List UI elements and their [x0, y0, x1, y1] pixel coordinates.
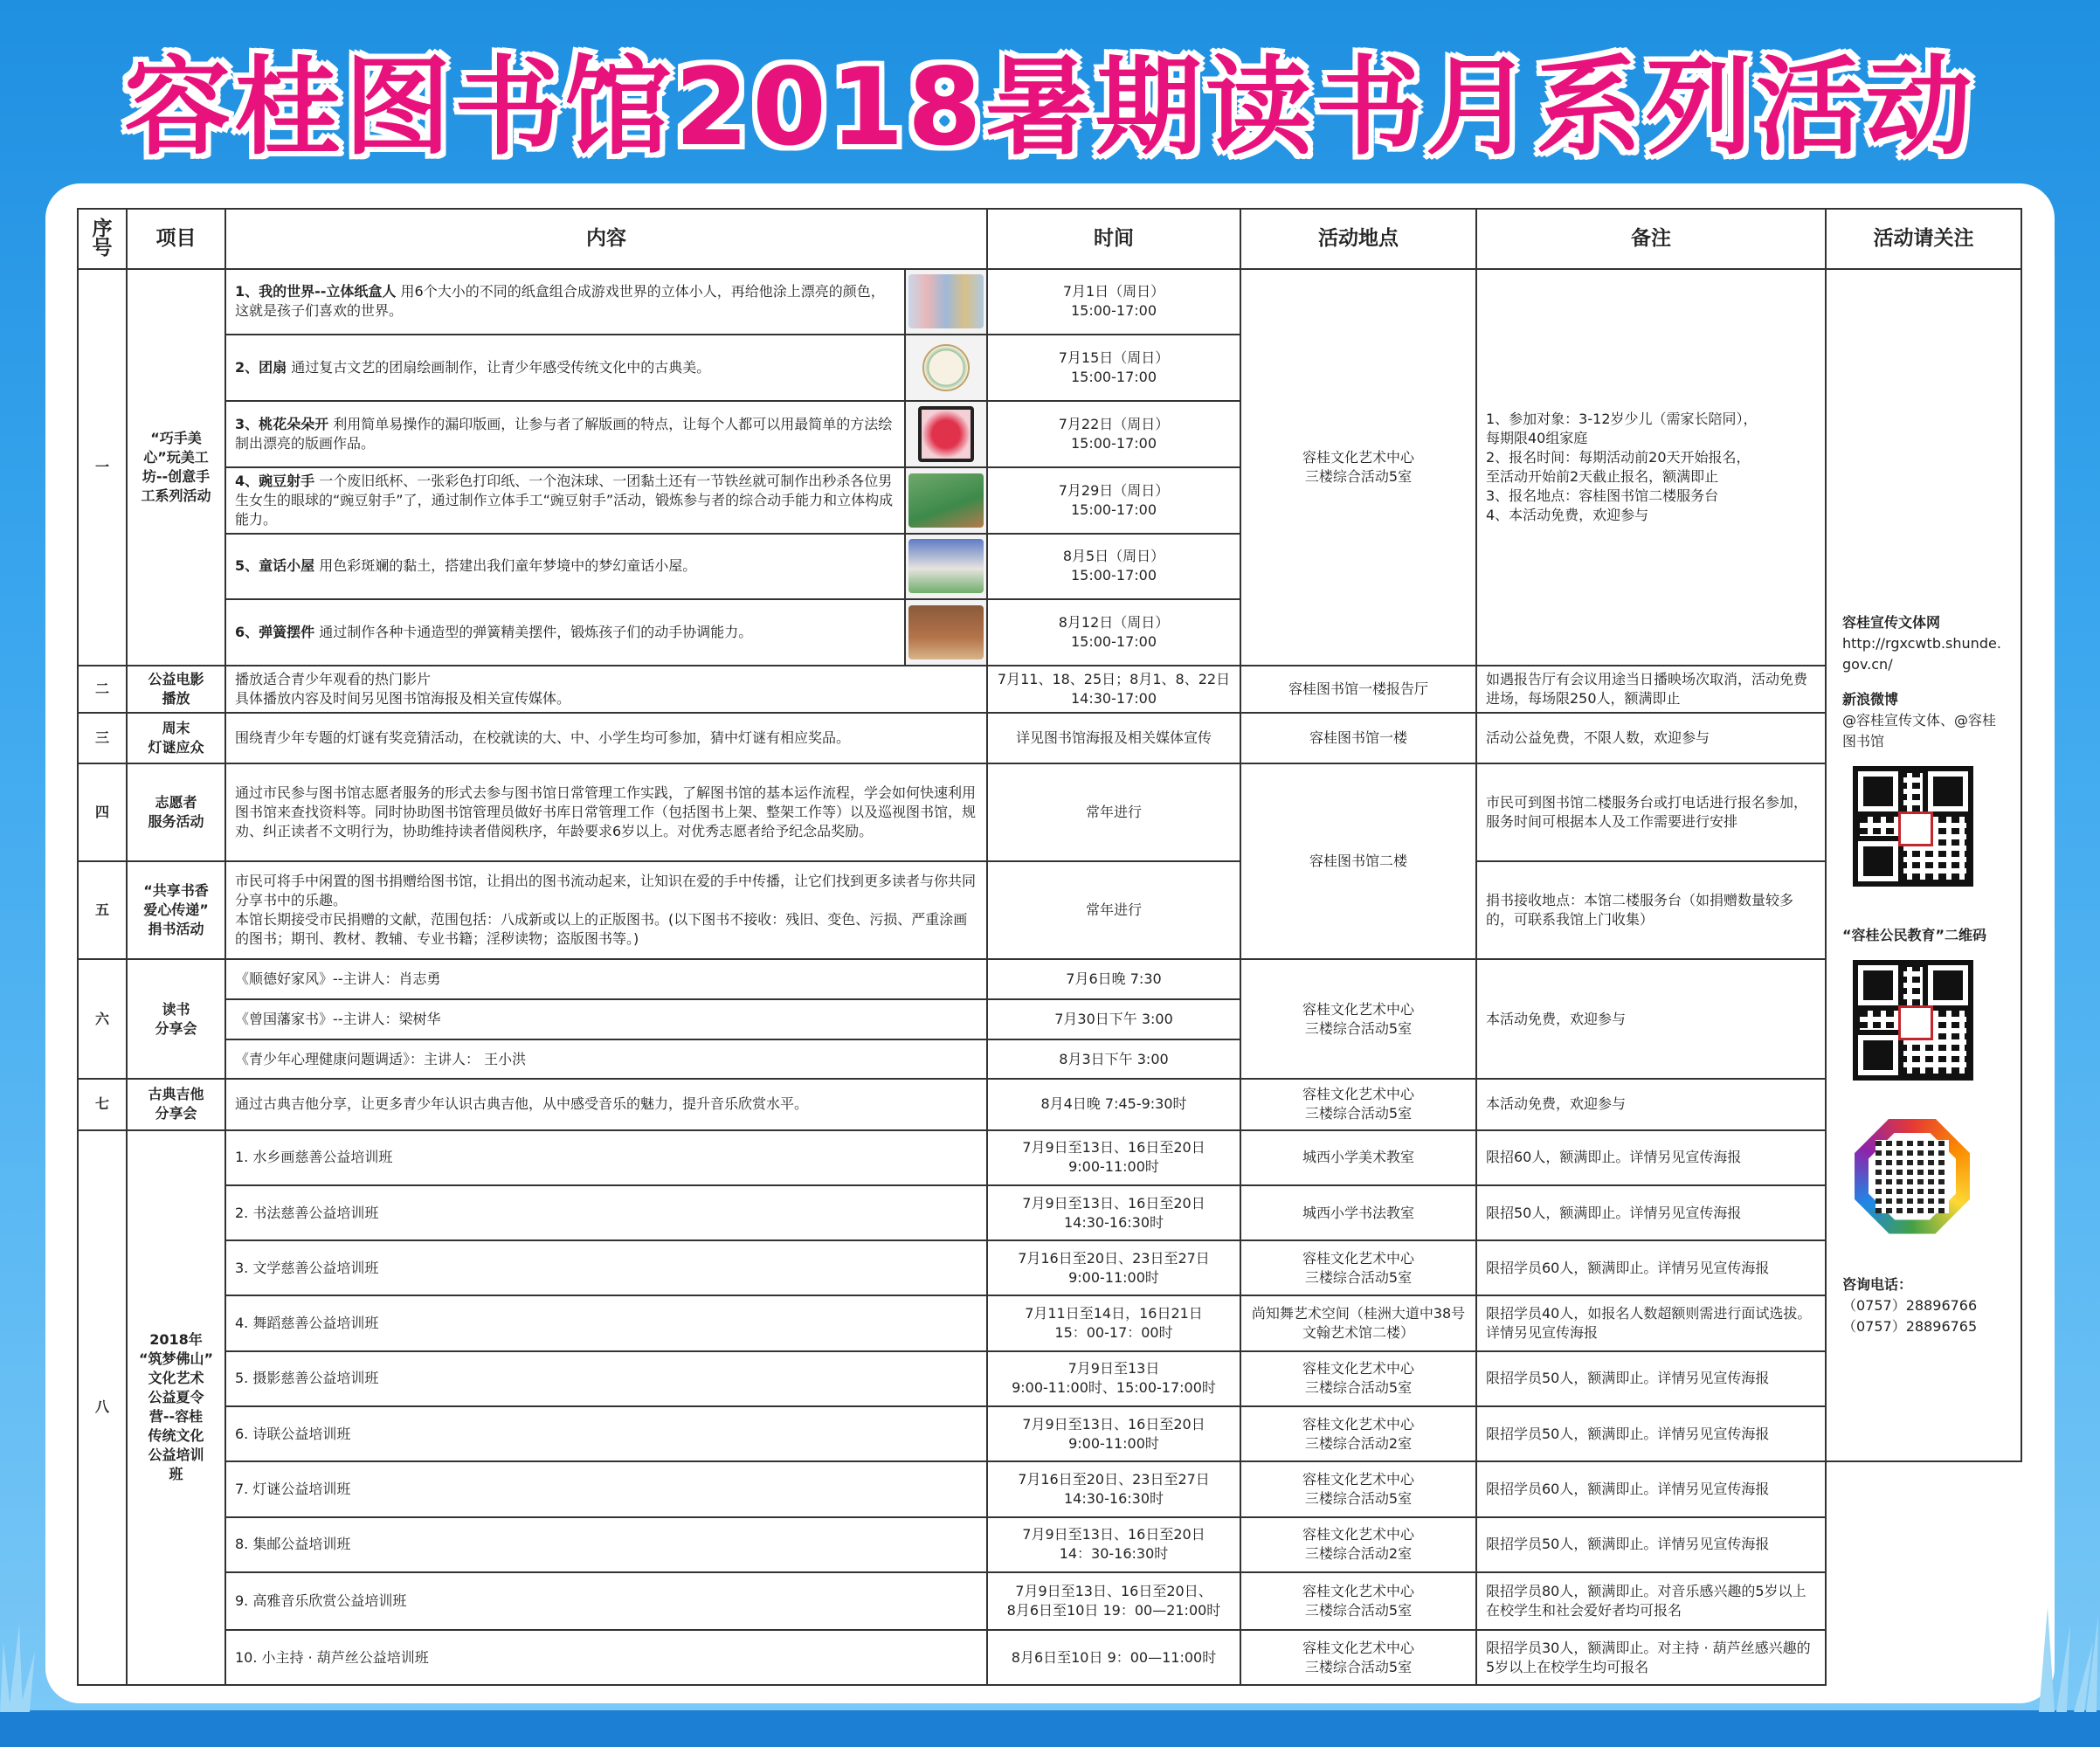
time-cell: 8月5日（周日） 15:00-17:00: [987, 534, 1240, 600]
website-url[interactable]: http://rgxcwtb.shunde.gov.cn/: [1842, 634, 2001, 673]
content-cell: 3. 文学慈善公益培训班: [225, 1240, 987, 1295]
content-cell: 10. 小主持 · 葫芦丝公益培训班: [225, 1630, 987, 1685]
content-cell: 2. 书法慈善公益培训班: [225, 1185, 987, 1240]
table-row: [78, 1351, 2021, 1406]
content-cell: [225, 269, 987, 335]
content-cell: 8. 集邮公益培训班: [225, 1517, 987, 1572]
content-cell: 4. 舞蹈慈善公益培训班: [225, 1295, 987, 1350]
content-cell: 播放适合青少年观看的热门影片 具体播放内容及时间另见图书馆海报及相关宣传媒体。: [225, 666, 987, 713]
peach-blossom-print-photo: [904, 402, 986, 466]
item-desc: 用6个大小的不同的纸盒组合成游戏世界的立体小人，再给他涂上漂亮的颜色，这就是孩子们喜欢的世界。: [235, 283, 885, 320]
time-cell: 7月9日至13日 9:00-11:00时、15:00-17:00时: [987, 1351, 1240, 1406]
weibo-text: @容桂宣传文体、@容桂图书馆: [1842, 711, 1997, 749]
item-desc: 用色彩斑斓的黏土，搭建出我们童年梦境中的梦幻童话小屋。: [319, 557, 697, 575]
content-cell: 6. 诗联公益培训班: [225, 1406, 987, 1461]
follow-sidebar: [1826, 269, 2021, 1462]
row-number: 三: [78, 713, 127, 763]
place-cell: 容桂图书馆一楼: [1240, 713, 1476, 763]
table-row: [78, 1517, 2021, 1572]
time-cell: 7月22日（周日） 15:00-17:00: [987, 401, 1240, 467]
time-cell: 7月6日晚 7:30: [987, 959, 1240, 999]
header-note: 备注: [1476, 209, 1826, 269]
content-cell: 《青少年心理健康问题调适》：主讲人： 王小洪: [225, 1039, 987, 1080]
peashooter-photo: [904, 468, 986, 533]
time-cell: 8月12日（周日） 15:00-17:00: [987, 599, 1240, 666]
qr-code-icon: [1853, 766, 1973, 887]
content-cell: 《曾国藩家书》--主讲人：梁树华: [225, 999, 987, 1039]
place-cell: 尚知舞艺术空间（桂洲大道中38号文翰艺术馆二楼）: [1240, 1295, 1476, 1350]
table-row: [78, 959, 2021, 999]
colorful-qr-code-icon: [1855, 1119, 1970, 1234]
item-title: 6、弹簧摆件: [235, 624, 315, 641]
qr2-label: “容桂公民教育”二维码: [1842, 926, 1987, 943]
note-cell: 限招学员30人，额满即止。对主持 · 葫芦丝感兴趣的5岁以上在校学生均可报名: [1476, 1630, 1826, 1685]
place-cell: 容桂图书馆一楼报告厅: [1240, 666, 1476, 713]
place-cell: 城西小学美术教室: [1240, 1130, 1476, 1185]
table-row: [78, 1240, 2021, 1295]
time-cell: 7月9日至13日、16日至20日 9:00-11:00时: [987, 1130, 1240, 1185]
row-number: 一: [78, 269, 127, 666]
time-cell: 7月9日至13日、16日至20日、 8月6日至10日 19：00—21:00时: [987, 1572, 1240, 1630]
place-cell: 容桂文化艺术中心 三楼综合活动5室: [1240, 269, 1476, 666]
table-row: [78, 713, 2021, 763]
header-project: 项目: [127, 209, 225, 269]
content-cell: 围绕青少年专题的灯谜有奖竞猜活动，在校就读的大、中、小学生均可参加，猜中灯谜有相应奖品。: [225, 713, 987, 763]
item-title: 1、我的世界--立体纸盒人: [235, 283, 397, 300]
item-title: 3、桃花朵朵开: [235, 415, 329, 432]
table-row: [78, 763, 2021, 861]
note-cell: 限招60人，额满即止。详情另见宣传海报: [1476, 1130, 1826, 1185]
table-row: [78, 1185, 2021, 1240]
row-number: 六: [78, 959, 127, 1079]
content-cell: [225, 599, 987, 666]
note-cell: 限招学员60人，额满即止。详情另见宣传海报: [1476, 1240, 1826, 1295]
header-follow: 活动请关注: [1826, 209, 2021, 269]
header-content: 内容: [225, 209, 987, 269]
note-cell: 限招50人，额满即止。详情另见宣传海报: [1476, 1185, 1826, 1240]
item-title: 4、豌豆射手: [235, 472, 315, 489]
phone-number-1: （0757）28896766: [1842, 1296, 1978, 1314]
table-header-row: [78, 209, 2021, 269]
row-number: 二: [78, 666, 127, 713]
row-number: 四: [78, 763, 127, 861]
content-cell: 5. 摄影慈善公益培训班: [225, 1351, 987, 1406]
note-cell: 本活动免费，欢迎参与: [1476, 1079, 1826, 1129]
note-cell: 如遇报告厅有会议用途当日播映场次取消，活动免费进场，每场限250人，额满即止: [1476, 666, 1826, 713]
project-name: 公益电影 播放: [127, 666, 225, 713]
table-row: [78, 1079, 2021, 1129]
place-cell: 容桂文化艺术中心 三楼综合活动5室: [1240, 1351, 1476, 1406]
content-cell: 通过古典吉他分享，让更多青少年认识古典吉他，从中感受音乐的魅力，提升音乐欣赏水平。: [225, 1079, 987, 1129]
table-row: [78, 1630, 2021, 1685]
time-cell: 详见图书馆海报及相关媒体宣传: [987, 713, 1240, 763]
time-cell: 8月4日晚 7:45-9:30时: [987, 1079, 1240, 1129]
grass-left-decoration: [0, 1590, 52, 1712]
item-desc: 一个废旧纸杯、一张彩色打印纸、一个泡沫球、一团黏土还有一节铁丝就可制作出秒杀各位男生女生的眼球的“豌豆射手”了，通过制作立体手工“豌豆射手”活动，锻炼参与者的综合动手能力和立体构成能力。: [235, 472, 894, 528]
note-cell: 限招学员40人，如报名人数超额则需进行面试选拔。详情另见宣传海报: [1476, 1295, 1826, 1350]
note-cell: 捐书接收地点：本馆二楼服务台（如捐赠数量较多的，可联系我馆上门收集）: [1476, 861, 1826, 959]
website-title: 容桂宣传文体网: [1842, 613, 1941, 631]
paper-box-figures-photo: [904, 270, 986, 335]
phone-title: 咨询电话：: [1842, 1275, 1913, 1293]
note-cell: 限招学员80人，额满即止。对音乐感兴趣的5岁以上在校学生和社会爱好者均可报名: [1476, 1572, 1826, 1630]
note-cell: 活动公益免费，不限人数，欢迎参与: [1476, 713, 1826, 763]
round-fan-photo: [904, 335, 986, 400]
time-cell: 7月29日（周日） 15:00-17:00: [987, 467, 1240, 534]
place-cell: 容桂文化艺术中心 三楼综合活动5室: [1240, 959, 1476, 1079]
header-place: 活动地点: [1240, 209, 1476, 269]
fairy-house-photo: [904, 535, 986, 599]
time-cell: 8月6日至10日 9：00—11:00时: [987, 1630, 1240, 1685]
time-cell: 7月16日至20日、23日至27日 14:30-16:30时: [987, 1461, 1240, 1516]
note-cell: 限招学员50人，额满即止。详情另见宣传海报: [1476, 1351, 1826, 1406]
time-cell: 7月11日至14日，16日21日 15：00-17：00时: [987, 1295, 1240, 1350]
project-name: “共享书香 爱心传递” 捐书活动: [127, 861, 225, 959]
header-time: 时间: [987, 209, 1240, 269]
table-row: [78, 1295, 2021, 1350]
time-cell: 7月30日下午 3:00: [987, 999, 1240, 1039]
content-cell: [225, 335, 987, 401]
content-cell: 市民可将手中闲置的图书捐赠给图书馆，让捐出的图书流动起来，让知识在爱的手中传播，让它们找到更多读者与你共同分享书中的乐趣。 本馆长期接受市民捐赠的文献，范围包括：八成新或以上的正版图书。(以下图书不接收：残旧、变色、污损、严重涂画的图书；期刊、教材、教辅、专业书籍；淫秽读物；盗版图书等。): [225, 861, 987, 959]
project-name: 周末 灯谜应众: [127, 713, 225, 763]
content-cell: [225, 534, 987, 600]
row-number: 八: [78, 1130, 127, 1685]
project-name: 古典吉他 分享会: [127, 1079, 225, 1129]
row-number: 七: [78, 1079, 127, 1129]
project-name: 志愿者 服务活动: [127, 763, 225, 861]
item-desc: 通过制作各种卡通造型的弹簧精美摆件，锻炼孩子们的动手协调能力。: [319, 624, 753, 641]
note-cell: 限招学员50人，额满即止。详情另见宣传海报: [1476, 1406, 1826, 1461]
row-number: 五: [78, 861, 127, 959]
table-row: [78, 861, 2021, 959]
note-cell: 限招学员50人，额满即止。详情另见宣传海报: [1476, 1517, 1826, 1572]
table-row: [78, 666, 2021, 713]
note-cell: 限招学员60人，额满即止。详情另见宣传海报: [1476, 1461, 1826, 1516]
spring-ornament-photo: [904, 600, 986, 665]
content-cell: [225, 401, 987, 467]
phone-number-2: （0757）28896765: [1842, 1317, 1978, 1335]
table-row: [78, 269, 2021, 335]
note-cell: 市民可到图书馆二楼服务台或打电话进行报名参加，服务时间可根据本人及工作需要进行安排: [1476, 763, 1826, 861]
note-cell: 1、参加对象：3-12岁少儿（需家长陪同）， 每期限40组家庭 2、报名时间：每期活动前20天开始报名， 至活动开始前2天截止报名，额满即止 3、报名地点：容桂图书馆二楼服务台 4、本活动免费，欢迎参与: [1476, 269, 1826, 666]
project-name: “巧手美心”玩美工坊--创意手工系列活动: [127, 269, 225, 666]
time-cell: 7月9日至13日、16日至20日 14:30-16:30时: [987, 1185, 1240, 1240]
weibo-title: 新浪微博: [1842, 690, 1899, 708]
bottom-strip: [0, 1710, 2100, 1747]
time-cell: 常年进行: [987, 861, 1240, 959]
time-cell: 7月15日（周日） 15:00-17:00: [987, 335, 1240, 401]
place-cell: 容桂文化艺术中心 三楼综合活动2室: [1240, 1406, 1476, 1461]
place-cell: 容桂文化艺术中心 三楼综合活动5室: [1240, 1461, 1476, 1516]
grass-right-decoration: [2013, 1572, 2100, 1712]
content-cell: 《顺德好家风》--主讲人：肖志勇: [225, 959, 987, 999]
place-cell: 容桂图书馆二楼: [1240, 763, 1476, 959]
content-cell: 通过市民参与图书馆志愿者服务的形式去参与图书馆日常管理工作实践，了解图书馆的基本运作流程，学会如何快速利用图书馆来查找资料等。同时协助图书馆管理员做好书库日常管理工作（包括图书上架、整架工作等）以及巡视图书馆，规劝、纠正读者不文明行为，协助维持读者借阅秩序，年龄要求6岁以上。对优秀志愿者给予纪念品奖励。: [225, 763, 987, 861]
place-cell: 容桂文化艺术中心 三楼综合活动5室: [1240, 1630, 1476, 1685]
item-desc: 通过复古文艺的团扇绘画制作，让青少年感受传统文化中的古典美。: [291, 359, 711, 376]
content-cell: [225, 467, 987, 534]
time-cell: 7月9日至13日、16日至20日 14：30-16:30时: [987, 1517, 1240, 1572]
time-cell: 7月11、18、25日；8月1、8、22日 14:30-17:00: [987, 666, 1240, 713]
place-cell: 容桂文化艺术中心 三楼综合活动5室: [1240, 1572, 1476, 1630]
place-cell: 容桂文化艺术中心 三楼综合活动5室: [1240, 1240, 1476, 1295]
table-row: [78, 1406, 2021, 1461]
header-num: 序号: [78, 209, 127, 269]
project-name: 读书 分享会: [127, 959, 225, 1079]
content-cell: 9. 高雅音乐欣赏公益培训班: [225, 1572, 987, 1630]
qr-code-civic-icon: [1853, 960, 1973, 1081]
item-desc: 利用简单易操作的漏印版画，让参与者了解版画的特点，让每个人都可以用最简单的方法绘制出漂亮的版画作品。: [235, 415, 893, 452]
table-row: [78, 1572, 2021, 1630]
poster-title: 容桂图书馆2018暑期读书月系列活动: [124, 45, 1976, 169]
time-cell: 8月3日下午 3:00: [987, 1039, 1240, 1080]
project-name: 2018年 “筑梦佛山” 文化艺术 公益夏令 营--容桂 传统文化 公益培训 班: [127, 1130, 225, 1685]
table-row: [78, 1130, 2021, 1185]
time-cell: 常年进行: [987, 763, 1240, 861]
time-cell: 7月9日至13日、16日至20日 9:00-11:00时: [987, 1406, 1240, 1461]
place-cell: 城西小学书法教室: [1240, 1185, 1476, 1240]
content-cell: 1. 水乡画慈善公益培训班: [225, 1130, 987, 1185]
activity-schedule-table: [77, 208, 2022, 1686]
item-title: 2、团扇: [235, 359, 287, 376]
time-cell: 7月16日至20日、23日至27日 9:00-11:00时: [987, 1240, 1240, 1295]
place-cell: 容桂文化艺术中心 三楼综合活动5室: [1240, 1079, 1476, 1129]
note-cell: 本活动免费，欢迎参与: [1476, 959, 1826, 1079]
place-cell: 容桂文化艺术中心 三楼综合活动2室: [1240, 1517, 1476, 1572]
table-row: [78, 1461, 2021, 1516]
item-title: 5、童话小屋: [235, 557, 315, 575]
time-cell: 7月1日（周日） 15:00-17:00: [987, 269, 1240, 335]
content-cell: 7. 灯谜公益培训班: [225, 1461, 987, 1516]
